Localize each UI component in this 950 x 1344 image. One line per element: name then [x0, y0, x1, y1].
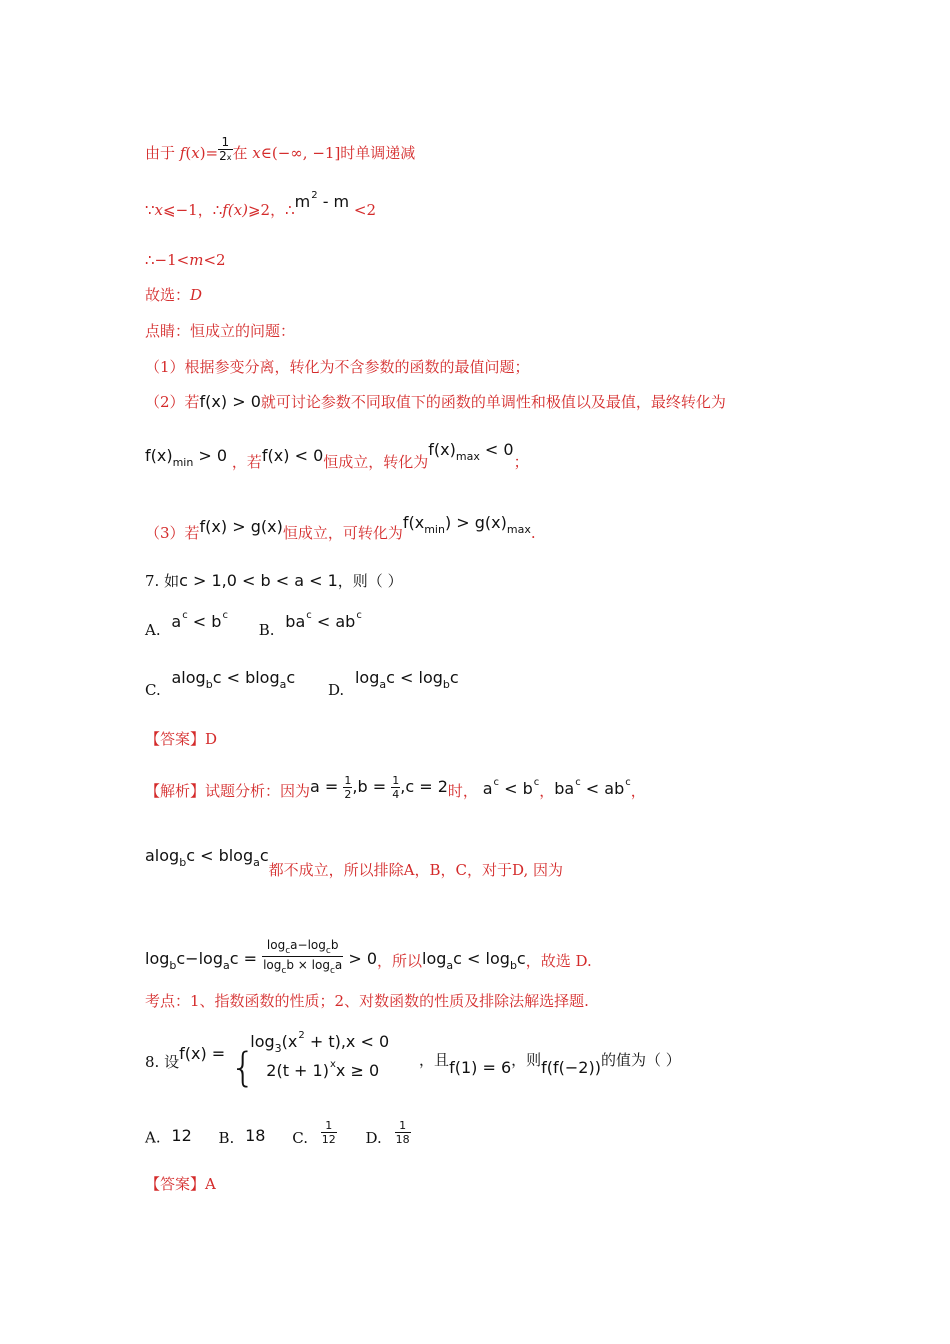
- den-sup: x: [226, 153, 232, 162]
- text: ，所以: [377, 952, 423, 970]
- sub: c: [281, 966, 287, 976]
- sup: c: [493, 777, 499, 788]
- sub: a: [279, 678, 287, 691]
- math-fx: f(x): [222, 201, 248, 219]
- math-text: c =: [229, 949, 263, 968]
- sub: a: [222, 959, 230, 972]
- denominator: 2: [344, 788, 352, 801]
- math-logcmp: [422, 949, 526, 972]
- sup: c: [356, 610, 362, 621]
- sub: c: [285, 946, 291, 956]
- sub: max: [506, 523, 531, 536]
- text: 在: [232, 144, 248, 162]
- solution-line-range: [145, 190, 377, 223]
- math-text: > 0: [193, 446, 228, 465]
- sup: c: [182, 610, 188, 621]
- option-d-expr: [354, 668, 459, 691]
- option-b-expr: [285, 612, 362, 631]
- analysis-label: 【解析】: [145, 782, 206, 800]
- option-d-label: D.: [365, 1128, 382, 1147]
- math-text: a: [334, 958, 343, 972]
- text: 试题分析：因为: [205, 782, 311, 800]
- sup: 2: [311, 190, 318, 201]
- text: ，且: [419, 1051, 450, 1069]
- math-text: (x: [281, 1032, 298, 1051]
- text: ，则（ ）: [337, 572, 403, 590]
- fraction-b: [391, 774, 400, 801]
- math-text: f(x) < 0: [261, 446, 324, 465]
- sub: c: [329, 966, 335, 976]
- text: 的值为（ ）: [600, 1051, 681, 1069]
- text: 由于: [145, 144, 176, 162]
- therefore-symbol: ∴: [285, 201, 295, 219]
- question-8-options: [145, 1119, 411, 1152]
- denominator: 18: [395, 1133, 410, 1146]
- text: 都不成立，所以排除A，B，C，对于D, 因为: [268, 861, 564, 879]
- math-text: a−log: [290, 938, 326, 952]
- answer-letter: A: [205, 1175, 216, 1193]
- text: 时单调递减: [340, 144, 416, 162]
- option-a-label: A.: [145, 1128, 161, 1147]
- text: 恒成立，可转化为: [282, 524, 403, 542]
- sub: min: [172, 456, 194, 469]
- math-text: ,c = 2: [400, 777, 448, 796]
- math-text: + t),x < 0: [304, 1032, 390, 1051]
- sub: b: [509, 959, 517, 972]
- sub: a: [253, 856, 260, 869]
- text: 就可讨论参数不同取值下的函数的单调性和极值以及最值，最终转化为: [260, 393, 726, 411]
- math-text: log: [250, 1032, 275, 1051]
- math-text: ) > g(x): [444, 513, 507, 532]
- math-text: log: [354, 668, 380, 687]
- question-7: [145, 571, 403, 591]
- text: ⩾2，: [247, 201, 286, 219]
- knowledge-points-7: 考点：1、指数函数的性质；2、对数函数的性质及排除法解选择题.: [145, 992, 589, 1010]
- text: <2: [349, 201, 377, 219]
- sup: c: [533, 777, 540, 788]
- text: 故选：: [145, 286, 191, 304]
- option-d-fraction: [395, 1119, 411, 1146]
- text: （3）若: [145, 524, 200, 542]
- math-text: ba: [285, 612, 306, 631]
- answer-7: [145, 729, 217, 749]
- math-text: f(1) = 6: [449, 1058, 512, 1077]
- text: ；: [513, 453, 529, 471]
- math-text: f(x) =: [179, 1044, 231, 1063]
- math-text: a: [171, 612, 182, 631]
- option-c-label: C.: [292, 1128, 308, 1147]
- sub: b: [169, 959, 177, 972]
- therefore-symbol: ∴: [212, 201, 223, 219]
- math-text: - m: [317, 192, 350, 211]
- math-text: c: [516, 949, 526, 968]
- question-7-options-cd: [145, 668, 459, 702]
- text: ，: [539, 782, 555, 800]
- numerator: 1: [344, 774, 352, 787]
- math-text: < ab: [580, 779, 625, 798]
- solution-choice: [145, 285, 202, 305]
- solution-line-m-range: [145, 250, 226, 270]
- sub: b: [179, 856, 187, 869]
- piece-2: [266, 1061, 379, 1084]
- math-ineq2: [554, 779, 631, 798]
- text: 8. 设: [145, 1053, 180, 1071]
- math-in: ∈: [260, 144, 272, 162]
- text: ，若: [231, 453, 262, 471]
- math-text: b: [330, 938, 339, 952]
- option-d-label: D.: [327, 681, 345, 699]
- den-base: 2: [219, 149, 227, 163]
- option-a-expr: [171, 612, 228, 631]
- math-text: alog: [145, 846, 180, 865]
- piecewise-function: [230, 1030, 390, 1091]
- option-c-fraction: [321, 1119, 337, 1146]
- option-b-value: 18: [245, 1125, 266, 1145]
- text: 恒成立，转化为: [323, 453, 429, 471]
- sub: b: [205, 678, 213, 691]
- math-f: f: [179, 144, 186, 162]
- tip-heading: 点睛：恒成立的问题：: [145, 322, 296, 340]
- sup: 2: [298, 1030, 305, 1041]
- brace-glyph: {: [230, 1045, 256, 1091]
- math-x: x: [252, 144, 261, 162]
- math-text: > 0: [343, 949, 378, 968]
- piece-1: [250, 1032, 389, 1055]
- option-a-label: A.: [145, 621, 161, 639]
- fraction: [218, 136, 232, 164]
- math-text: < ab: [311, 612, 356, 631]
- math-text: < 0: [479, 440, 514, 459]
- option-c-expr: [171, 668, 296, 691]
- math-text: c−log: [176, 949, 223, 968]
- math-cond: c > 1,0 < b < a < 1: [179, 571, 338, 590]
- math-text: < b: [499, 779, 533, 798]
- math-m: m: [294, 192, 311, 211]
- math-m2-m: [295, 192, 350, 211]
- math-text: c < log: [386, 668, 443, 687]
- tip-item-1: （1）根据参变分离，转化为不含参数的函数的最值问题；: [145, 358, 530, 376]
- question-8: [145, 1030, 681, 1092]
- sub: min: [424, 523, 445, 536]
- text: ∴−1<: [145, 251, 190, 269]
- math-eq: =: [205, 144, 219, 162]
- math-text: c < blog: [186, 846, 254, 865]
- math-text: c: [286, 668, 296, 687]
- math-values: [310, 774, 448, 801]
- tip-item-2-cont: [145, 440, 529, 474]
- math-x: x: [154, 201, 164, 219]
- numerator: [262, 937, 343, 957]
- math-text: f(x): [428, 440, 456, 459]
- math-text: c < log: [453, 949, 510, 968]
- sub: b: [442, 678, 450, 691]
- sup: c: [625, 777, 631, 788]
- sup: c: [306, 610, 312, 621]
- sub: a: [446, 959, 454, 972]
- sub: 3: [274, 1042, 282, 1055]
- math-text: log: [145, 949, 170, 968]
- numerator: 1: [218, 136, 232, 150]
- math-text: log: [263, 958, 282, 972]
- option-a-value: 12: [171, 1125, 192, 1145]
- option-b-label: B.: [218, 1128, 235, 1147]
- math-interval: (−∞, −1]: [271, 144, 341, 162]
- sup: c: [222, 610, 228, 621]
- sup: c: [575, 777, 581, 788]
- sub: max: [455, 450, 480, 463]
- text: （2）若: [145, 393, 200, 411]
- answer-8: [145, 1174, 216, 1194]
- analysis-7-row2: [145, 846, 564, 882]
- option-c-label: C.: [145, 681, 161, 699]
- answer-letter: D: [190, 286, 203, 304]
- text: 时，: [447, 782, 478, 800]
- math-text: f(f(−2)): [541, 1058, 601, 1077]
- math-text: ba: [554, 779, 575, 798]
- math-fmin: [145, 446, 228, 469]
- math-text: b × log: [286, 958, 330, 972]
- tip-item-3: [145, 513, 536, 545]
- math-x: x: [191, 144, 200, 162]
- math-logdiff: [145, 938, 378, 976]
- math-text: 2(t + 1): [266, 1061, 329, 1080]
- math-text: f(x: [402, 513, 425, 532]
- math-alog: [145, 846, 269, 869]
- math-text: < b: [187, 612, 222, 631]
- numerator: 1: [321, 1119, 337, 1133]
- math-text: alog: [171, 668, 206, 687]
- text: ⩽−1，: [163, 201, 213, 219]
- because-symbol: ∵: [145, 201, 155, 219]
- math-fmin-gmax: [402, 513, 531, 536]
- sub: a: [379, 678, 387, 691]
- text: 7. 如: [145, 572, 180, 590]
- math-text: ,b =: [352, 777, 392, 796]
- analysis-7-row3: [145, 938, 592, 981]
- answer-label: 【答案】: [145, 1175, 206, 1193]
- option-b-label: B.: [258, 621, 275, 639]
- math-text: c: [259, 846, 269, 865]
- denominator: [262, 957, 343, 976]
- question-7-options-ab: [145, 610, 362, 643]
- math-m: m: [189, 251, 204, 269]
- analysis-7-row1: [145, 774, 646, 805]
- text: .: [530, 524, 536, 542]
- answer-label: 【答案】: [145, 730, 206, 748]
- denominator: 4: [392, 788, 400, 801]
- tip-item-2: [145, 392, 726, 412]
- numerator: 1: [395, 1119, 411, 1133]
- math-text: log: [266, 938, 286, 952]
- text: ，则: [511, 1051, 542, 1069]
- fraction-log: [262, 937, 343, 976]
- denominator: 12: [321, 1133, 336, 1146]
- text: ，: [630, 782, 646, 800]
- denominator: [218, 150, 232, 164]
- math-text: log: [422, 949, 447, 968]
- math-text: c < blog: [212, 668, 280, 687]
- answer-letter: D: [205, 730, 218, 748]
- sup: x: [329, 1059, 336, 1070]
- math-ineq1: [483, 779, 540, 798]
- math-text: a: [482, 779, 493, 798]
- math-text: f(x): [145, 446, 173, 465]
- math-text: x ≥ 0: [335, 1061, 380, 1080]
- text: ，故选 D.: [525, 952, 592, 970]
- numerator: 1: [392, 774, 400, 787]
- math-text: f(x) > g(x): [199, 517, 283, 536]
- math-text: a =: [310, 777, 344, 796]
- solution-line-monotonic: 由于 f(x)= $\frac{1}{2x}$ 在 x∈(−∞, −1]时单调递减: [145, 135, 416, 163]
- math-fmax: [428, 440, 514, 463]
- math-text: c: [449, 668, 459, 687]
- math-cond: f(x) > 0: [199, 392, 261, 411]
- text: <2: [203, 251, 226, 269]
- sub: c: [325, 946, 331, 956]
